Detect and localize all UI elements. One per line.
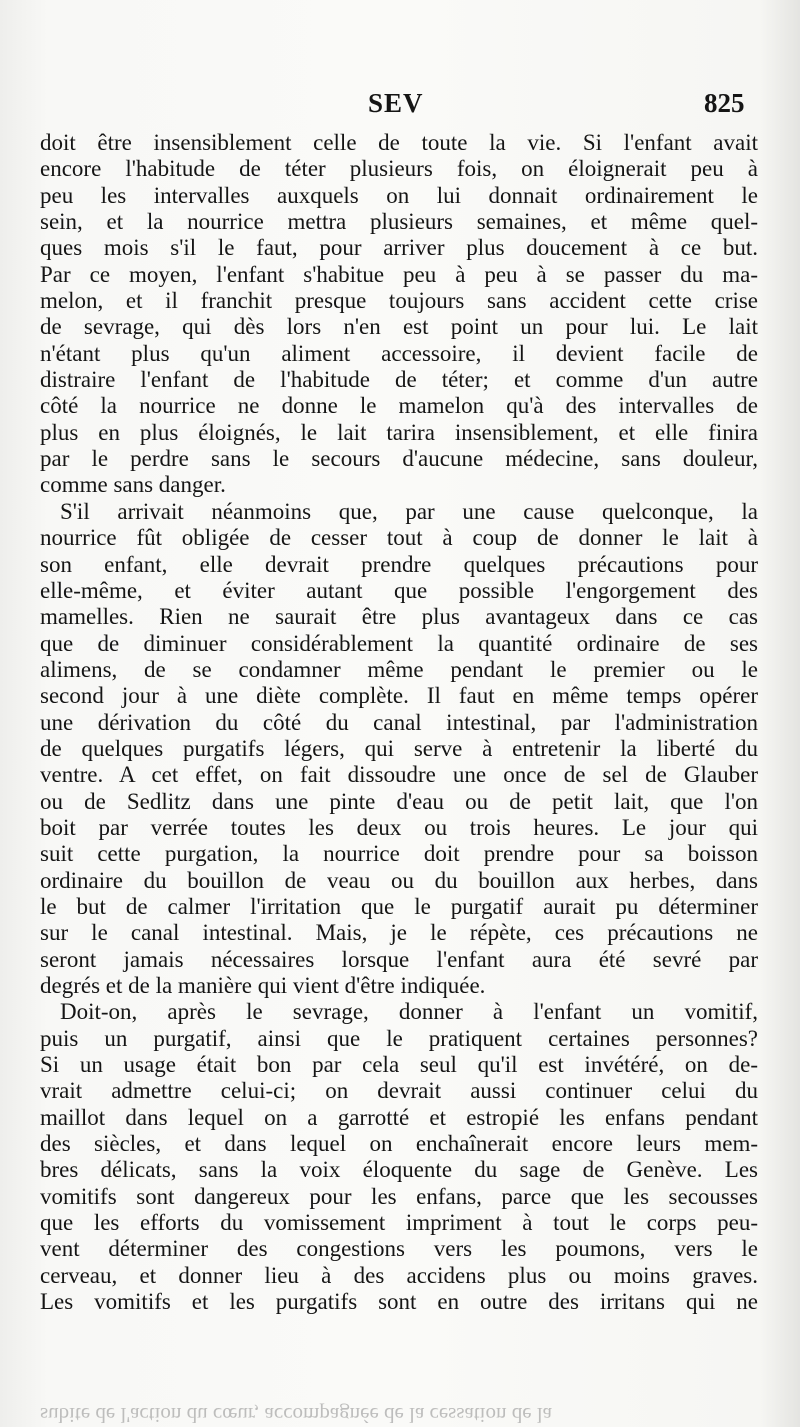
text-line: une dérivation du côté du canal intestinal, par l'administration (40, 709, 758, 735)
text-line: Si un usage était bon par cela seul qu'il est invétéré, on de- (40, 1052, 758, 1078)
text-line: bres délicats, sans la voix éloquente du sage de Genève. Les (40, 1157, 758, 1183)
text-line: mamelles. Rien ne saurait être plus avantageux dans ce cas (40, 604, 758, 630)
text-line: que les efforts du vomissement impriment à tout le corps peu- (40, 1210, 758, 1236)
text-line: suit cette purgation, la nourrice doit prendre pour sa boisson (40, 841, 758, 867)
text-line: le but de calmer l'irritation que le purgatif aurait pu déterminer (40, 893, 758, 919)
text-line: boit par verrée toutes les deux ou trois heures. Le jour qui (40, 814, 758, 840)
paragraph-3 (40, 999, 758, 1315)
text-line: seront jamais nécessaires lorsque l'enfant aura été sevré par (40, 946, 758, 972)
text-line: cerveau, et donner lieu à des accidens plus ou moins graves. (40, 1262, 758, 1288)
text-line: Doit-on, après le sevrage, donner à l'enfant un vomitif, (60, 999, 758, 1025)
text-line: melon, et il franchit presque toujours sans accident cette crise (40, 288, 758, 314)
text-line: encore l'habitude de téter plusieurs fois, on éloignerait peu à (40, 156, 758, 182)
text-line: Les vomitifs et les purgatifs sont en outre des irritans qui ne (40, 1289, 758, 1315)
body-text (40, 130, 758, 1315)
text-line: par le perdre sans le secours d'aucune médecine, sans douleur, (40, 446, 758, 472)
text-line: elle-même, et éviter autant que possible l'engorgement des (40, 577, 758, 603)
text-line: degrés et de la manière qui vient d'être indiquée. (40, 973, 486, 998)
text-line: ventre. A cet effet, on fait dissoudre une once de sel de Glauber (40, 762, 758, 788)
text-line: n'étant plus qu'un aliment accessoire, il devient facile de (40, 340, 758, 366)
text-line: doit être insensiblement celle de toute la vie. Si l'enfant avait (40, 130, 758, 155)
text-line: S'il arrivait néanmoins que, par une cause quelconque, la (60, 498, 758, 524)
running-head (0, 88, 800, 124)
text-line: côté la nourrice ne donne le mamelon qu'à des intervalles de (40, 393, 758, 419)
running-head-title: SEV (368, 88, 424, 118)
text-line: comme sans danger. (40, 472, 226, 498)
page-number: 825 (704, 88, 745, 118)
text-line: second jour à une diète complète. Il faut en même temps opérer (40, 683, 758, 709)
text-line: plus en plus éloignés, le lait tarira insensiblement, et elle finira (40, 419, 758, 445)
text-line: de quelques purgatifs légers, qui serve à entretenir la liberté du (40, 735, 758, 761)
paragraph-1 (40, 130, 758, 499)
text-line: de sevrage, qui dès lors n'en est point un pour lui. Le lait (40, 314, 758, 340)
text-line: que de diminuer considérablement la quantité ordinaire de ses (40, 630, 758, 656)
text-line: sur le canal intestinal. Mais, je le répète, ces précautions ne (40, 920, 758, 946)
text-line: des siècles, et dans lequel on enchaînerait encore leurs mem- (40, 1131, 758, 1157)
text-line: vomitifs sont dangereux pour les enfans, parce que les secousses (40, 1183, 758, 1209)
text-line: puis un purgatif, ainsi que le pratiquent certaines personnes? (40, 1025, 758, 1051)
text-line: distraire l'enfant de l'habitude de téter; et comme d'un autre (40, 367, 758, 393)
text-line: peu les intervalles auxquels on lui donnait ordinairement le (40, 182, 758, 208)
text-line: ques mois s'il le faut, pour arriver plus doucement à ce but. (40, 235, 758, 261)
text-line: son enfant, elle devrait prendre quelques précautions pour (40, 551, 758, 577)
text-line: ou de Sedlitz dans une pinte d'eau ou de petit lait, que l'on (40, 788, 758, 814)
text-line: maillot dans lequel on a garrotté et estropié les enfans pendant (40, 1104, 758, 1130)
text-line: sein, et la nourrice mettra plusieurs semaines, et même quel- (40, 209, 758, 235)
text-line: vent déterminer des congestions vers les poumons, vers le (40, 1236, 758, 1262)
show-through-text: subite de l'action du cœur, accompagnée de la cessation de la (40, 1403, 552, 1427)
text-line: ordinaire du bouillon de veau ou du bouillon aux herbes, dans (40, 867, 758, 893)
text-line: vrait admettre celui-ci; on devrait aussi continuer celui du (40, 1078, 758, 1104)
text-line: nourrice fût obligée de cesser tout à coup de donner le lait à (40, 525, 758, 551)
paragraph-2 (40, 499, 758, 1000)
text-line: Par ce moyen, l'enfant s'habitue peu à peu à se passer du ma- (40, 261, 758, 287)
text-line: alimens, de se condamner même pendant le premier ou le (40, 656, 758, 682)
